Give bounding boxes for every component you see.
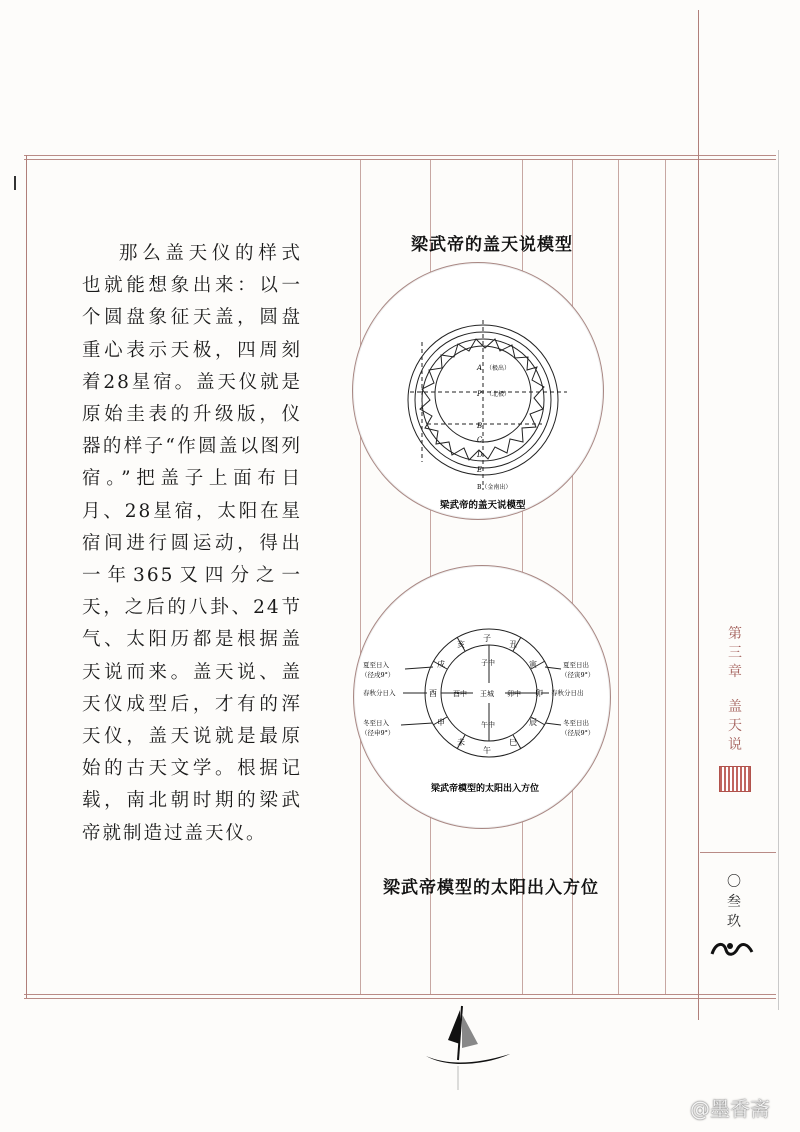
branch-zi: 子 bbox=[483, 634, 491, 643]
page-number-char: 玖 bbox=[727, 914, 741, 930]
boat-illustration bbox=[418, 1000, 518, 1095]
center-label: 王城 bbox=[480, 690, 494, 698]
label-c: C bbox=[477, 436, 483, 444]
branch-shen: 申 bbox=[437, 718, 445, 727]
column-line-6 bbox=[665, 160, 666, 994]
left-equinox: 春秋分日入 bbox=[363, 689, 396, 697]
arrow-right-winter bbox=[545, 723, 561, 725]
label-bottom: B（金南出） bbox=[477, 484, 512, 491]
branch-wei: 未 bbox=[457, 738, 465, 747]
right-outer-border bbox=[698, 10, 699, 1020]
branch-chen: 辰 bbox=[529, 718, 537, 727]
figure2-title: 梁武帝模型的太阳出入方位 bbox=[383, 878, 599, 898]
figure2-diagram bbox=[353, 565, 611, 830]
right-winter-note: （径辰9°） bbox=[561, 729, 595, 737]
top-border bbox=[24, 155, 776, 160]
label-a-note: （极出） bbox=[486, 365, 511, 372]
figure1-diagram bbox=[352, 262, 604, 522]
sidebar-divider bbox=[700, 852, 776, 853]
page-number-char: 〇 bbox=[727, 874, 741, 890]
left-winter: 冬至日入 bbox=[363, 719, 389, 727]
branch-xu: 戌 bbox=[437, 660, 445, 669]
inner-right: 卯中 bbox=[507, 690, 521, 698]
page-number-char: 叁 bbox=[727, 894, 741, 910]
right-summer-note: （径寅9°） bbox=[561, 671, 595, 679]
chapter-char: 第 bbox=[728, 626, 742, 642]
label-b: B bbox=[477, 422, 483, 430]
label-d: D bbox=[477, 451, 483, 459]
inner-bottom: 午中 bbox=[481, 721, 495, 729]
right-summer: 夏至日出 bbox=[563, 661, 589, 669]
chapter-label bbox=[718, 625, 752, 755]
figure2-caption: 梁武帝模型的太阳出入方位 bbox=[431, 784, 540, 794]
right-equinox: 春秋分日出 bbox=[551, 689, 584, 697]
left-winter-note: （径申9°） bbox=[361, 729, 395, 737]
label-p: P bbox=[477, 390, 482, 398]
ink-flourish bbox=[708, 936, 756, 962]
left-summer-note: （径戌9°） bbox=[361, 671, 395, 679]
inner-left: 酉中 bbox=[453, 690, 467, 698]
branch-mao: 卯 bbox=[535, 689, 543, 698]
figure1-title: 梁武帝的盖天说模型 bbox=[411, 235, 573, 255]
left-summer: 夏至日入 bbox=[363, 661, 389, 669]
right-winter: 冬至日出 bbox=[563, 719, 589, 727]
branch-you: 酉 bbox=[429, 689, 437, 698]
page-number bbox=[719, 872, 749, 932]
section-char: 天 bbox=[728, 718, 742, 734]
label-a: A bbox=[477, 364, 483, 372]
left-edge-mark bbox=[14, 176, 16, 190]
arrow-left-winter bbox=[401, 723, 433, 725]
branch-si: 巳 bbox=[509, 738, 517, 747]
red-seal-stamp bbox=[719, 766, 751, 792]
label-p-note: （北极） bbox=[486, 391, 511, 398]
body-text-block bbox=[82, 238, 302, 850]
branch-wu: 午 bbox=[483, 746, 491, 755]
chapter-char: 章 bbox=[728, 664, 742, 680]
label-e: E bbox=[477, 466, 483, 474]
inner-top: 子中 bbox=[481, 659, 495, 667]
chapter-spacer bbox=[718, 682, 752, 698]
section-char: 盖 bbox=[728, 699, 742, 715]
body-paragraph: 那么盖天仪的样式也就能想象出来：以一个圆盘象征天盖，圆盘重心表示天极，四周刻着28星宿。盖天仪就是原始圭表的升级版，仪器的样子“作圆盖以图列宿。”把盖子上面布日月、28星宿，太阳在星宿间进行圆运动，得出一年365又四分之一天，之后的八卦、24节气、太阳历都是根据盖天说而来。盖天说、盖天仪成型后，才有的浑天仪，盖天说就是最原始的古天文学。根据记载，南北朝时期的梁武帝就制造过盖天仪。 bbox=[82, 243, 302, 844]
watermark: @墨香斋 bbox=[690, 1097, 770, 1121]
bottom-border bbox=[24, 994, 776, 999]
branch-yin: 寅 bbox=[529, 660, 537, 669]
right-edge-line bbox=[778, 150, 779, 1010]
chapter-char: 三 bbox=[728, 645, 742, 661]
column-line-5 bbox=[618, 160, 619, 994]
branch-chou: 丑 bbox=[509, 640, 517, 649]
figure1-caption: 梁武帝的盖天说模型 bbox=[440, 500, 526, 511]
branch-hai: 亥 bbox=[457, 640, 465, 649]
left-border bbox=[26, 155, 27, 998]
section-char: 说 bbox=[728, 737, 742, 753]
arrow-left-summer bbox=[405, 667, 433, 669]
